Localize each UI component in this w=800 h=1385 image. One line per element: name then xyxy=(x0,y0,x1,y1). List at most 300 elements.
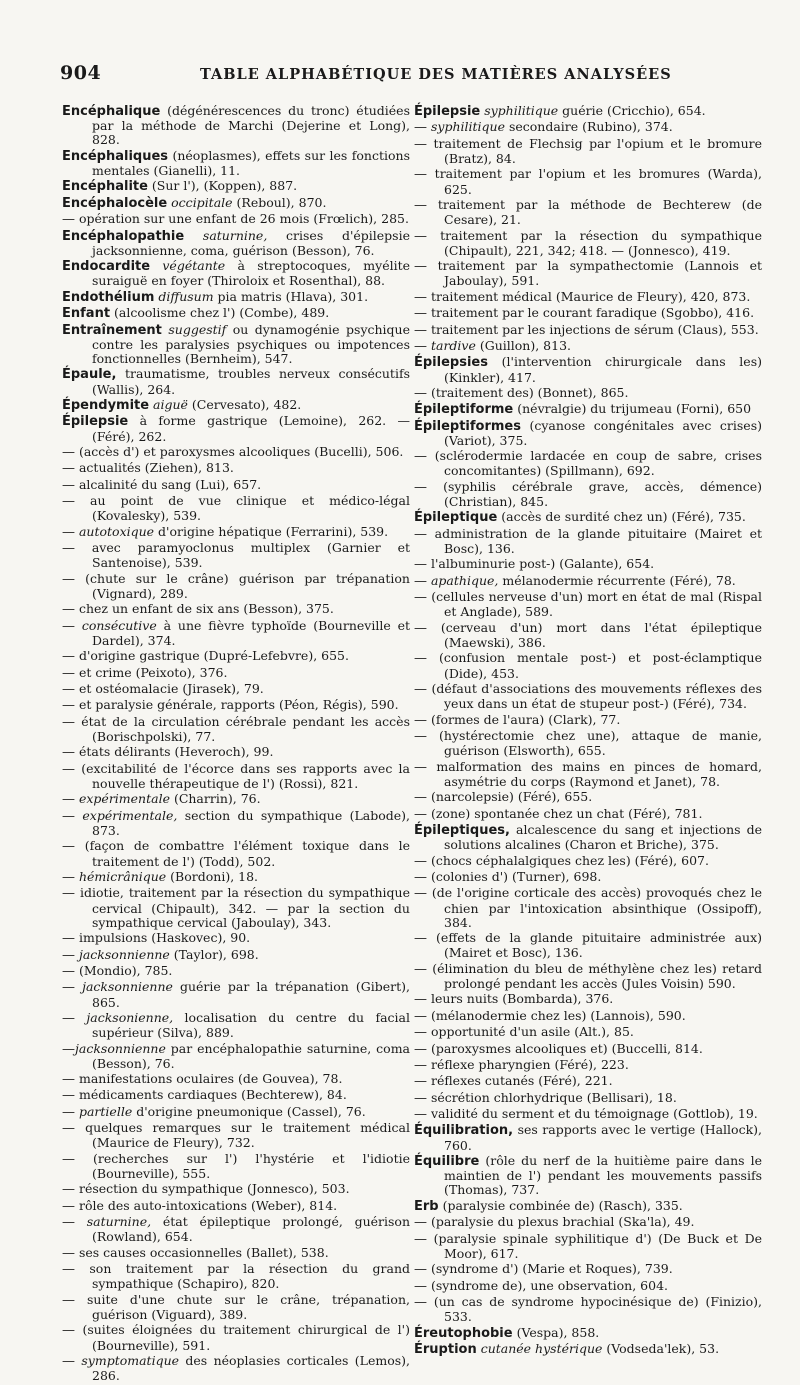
index-entry xyxy=(414,527,762,556)
entry-heading: — xyxy=(414,120,427,136)
index-entry xyxy=(414,1342,762,1357)
entry-text: réflexes cutanés (Féré), 221. xyxy=(427,1073,613,1089)
entry-heading: Endothélium xyxy=(62,289,155,305)
entry-text: leurs nuits (Bombarda), 376. xyxy=(427,991,614,1007)
index-entry xyxy=(414,402,762,417)
index-entry xyxy=(414,1215,762,1230)
entry-qualifier: végétante xyxy=(150,258,226,274)
entry-heading: Erb xyxy=(414,1198,439,1214)
index-entry xyxy=(414,962,762,991)
entry-text: (Guillon), 813. xyxy=(475,337,572,353)
entry-text: à streptocoques, myélite suraiguë en foyer (Thiroloix et Rosenthal), 88. xyxy=(92,258,411,289)
entry-heading: Entraînement xyxy=(62,322,162,338)
entry-heading: Épileptiforme xyxy=(414,402,514,418)
entry-heading: — xyxy=(414,1107,427,1123)
entry-heading: Épileptiques, xyxy=(414,822,510,838)
page-header xyxy=(60,62,760,88)
entry-heading: — xyxy=(62,980,75,996)
entry-qualifier: diffusum xyxy=(154,288,214,304)
index-entry xyxy=(62,1293,410,1322)
index-entry xyxy=(62,1088,410,1103)
entry-text: état de la circulation cérébrale pendant les accès (Borischpolski), 77. xyxy=(75,713,410,744)
index-entry xyxy=(414,557,762,572)
entry-text: états délirants (Heveroch), 99. xyxy=(75,744,274,760)
entry-heading: — xyxy=(414,136,427,152)
entry-text: sécrétion chlorhydrique (Bellisari), 18. xyxy=(427,1089,677,1105)
entry-heading: Épendymite xyxy=(62,397,150,413)
index-entry xyxy=(62,398,410,413)
entry-text: (syndrome de), une observation, 604. xyxy=(427,1277,669,1293)
index-entry xyxy=(62,1215,410,1244)
entry-heading: — xyxy=(414,1278,427,1294)
entry-text: avec paramyoclonus multiplex (Garnier et Santenoise), 539. xyxy=(75,540,410,571)
entry-qualifier: symptomatique xyxy=(75,1353,180,1368)
entry-text: (cyanose congénitales avec crises) (Variot), 375. xyxy=(444,417,762,448)
entry-heading: — xyxy=(62,1010,75,1026)
entry-text: crises d'épilepsie jacksonnienne, coma, guérison (Besson), 76. xyxy=(92,227,410,258)
entry-text: localisation du centre du facial supérieur (Silva), 889. xyxy=(92,1009,410,1041)
entry-text: (suites éloignées du traitement chirurgical de l') (Bourneville), 591. xyxy=(75,1322,410,1353)
entry-heading: Encéphalopathie xyxy=(62,228,185,244)
index-entry xyxy=(62,179,410,194)
index-entry xyxy=(414,419,762,448)
index-entry xyxy=(414,1326,762,1341)
entry-text: (chocs céphalalgiques chez les) (Féré), 607. xyxy=(427,852,709,868)
entry-text: chez un enfant de six ans (Besson), 375. xyxy=(75,601,334,617)
entry-heading: — xyxy=(62,649,75,665)
index-entry xyxy=(414,1123,762,1152)
index-entry xyxy=(62,196,410,211)
entry-heading: — xyxy=(62,792,75,808)
entry-text: d'origine gastrique (Dupré-Lefebvre), 655. xyxy=(75,648,349,664)
entry-heading: — xyxy=(62,947,75,963)
entry-qualifier: expérimentale xyxy=(75,791,170,807)
entry-heading: — xyxy=(62,1292,75,1308)
entry-text: (syndrome d') (Marie et Roques), 739. xyxy=(427,1261,673,1277)
entry-heading: — xyxy=(62,808,75,824)
entry-heading: — xyxy=(62,1088,75,1104)
entry-text: manifestations oculaires (de Gouvea), 78. xyxy=(75,1071,343,1087)
entry-heading: — xyxy=(62,682,75,698)
index-entry xyxy=(414,137,762,166)
index-entry xyxy=(62,666,410,681)
entry-text: guérie par la trépanation (Gibert), 865. xyxy=(92,979,410,1010)
entry-text: (néoplasmes), effets sur les fonctions mentales (Gianelli), 11. xyxy=(92,147,410,178)
entry-heading: — xyxy=(62,1262,75,1278)
entry-heading: — xyxy=(414,1074,427,1090)
index-entry xyxy=(62,478,410,493)
entry-text: (narcolepsie) (Féré), 655. xyxy=(427,789,593,805)
entry-heading: Encéphalite xyxy=(62,179,148,195)
index-entry xyxy=(62,980,410,1009)
entry-text: (Taylor), 698. xyxy=(169,946,259,962)
entry-text: (façon de combattre l'élément toxique dans le traitement de l') (Todd), 502. xyxy=(75,838,410,869)
index-entry xyxy=(414,120,762,135)
entry-text: actualités (Ziehen), 813. xyxy=(75,460,234,476)
index-entry xyxy=(62,682,410,697)
entry-heading: — xyxy=(414,1025,427,1041)
index-entry xyxy=(414,651,762,680)
entry-text: et crime (Peixoto), 376. xyxy=(75,664,228,680)
index-entry xyxy=(414,621,762,650)
entry-heading: — xyxy=(62,494,75,510)
entry-text: traitement par la résection du sympathique (Chipault), 221, 342; 418. — (Jonnesco), 419. xyxy=(427,227,762,258)
index-column-left xyxy=(62,104,410,1385)
entry-heading: — xyxy=(414,1041,427,1057)
entry-heading: — xyxy=(62,1072,75,1088)
index-entry xyxy=(62,1354,410,1383)
entry-heading: Épileptique xyxy=(414,510,498,526)
entry-qualifier: jacksonnienne xyxy=(75,1040,166,1056)
entry-heading: — xyxy=(62,665,75,681)
index-entry xyxy=(62,541,410,570)
entry-text: (Cervesato), 482. xyxy=(187,396,302,412)
entry-text: suite d'une chute sur le crâne, trépanation, guérison (Viguard), 389. xyxy=(75,1291,410,1323)
entry-text: (mélanodermie chez les) (Lannois), 590. xyxy=(427,1007,686,1023)
entry-heading: — xyxy=(414,961,427,977)
index-entry xyxy=(62,1182,410,1197)
entry-qualifier: syphilitique xyxy=(480,103,559,118)
index-entry xyxy=(414,1262,762,1277)
entry-heading: — xyxy=(62,461,75,477)
entry-text: rôle des auto-intoxications (Weber), 814. xyxy=(75,1197,338,1213)
entry-heading: — xyxy=(414,306,427,322)
entry-heading: Encéphaliques xyxy=(62,148,169,164)
entry-text: validité du serment et du témoignage (Gottlob), 19. xyxy=(427,1106,758,1122)
entry-heading: — xyxy=(62,602,75,618)
index-entry xyxy=(62,323,410,367)
entry-heading: — xyxy=(414,1090,427,1106)
entry-qualifier: partielle xyxy=(75,1103,133,1119)
index-entry xyxy=(414,339,762,354)
index-entry xyxy=(62,290,410,305)
index-entry xyxy=(62,212,410,227)
entry-text: (alcoolisme chez l') (Combe), 489. xyxy=(110,305,330,321)
entry-heading: — xyxy=(62,444,75,460)
index-entry xyxy=(62,259,410,288)
entry-text: (paralysie du plexus brachial (Ska'la), 49. xyxy=(427,1214,695,1230)
entry-text: l'albuminurie post-) (Galante), 654. xyxy=(427,556,655,572)
entry-heading: — xyxy=(414,931,427,947)
entry-heading: — xyxy=(62,1323,75,1339)
entry-heading: — xyxy=(62,963,75,979)
entry-text: (sclérodermie lardacée en coup de sabre, crises concomitantes) (Spillmann), 692. xyxy=(427,448,762,479)
entry-heading: — xyxy=(62,477,75,493)
entry-text: traitement médical (Maurice de Fleury), 420, 873. xyxy=(427,288,751,304)
index-entry xyxy=(62,229,410,258)
entry-heading: Épilepsie xyxy=(414,104,481,119)
entry-text: au point de vue clinique et médico-légal (Kovalesky), 539. xyxy=(75,493,410,524)
entry-heading: — xyxy=(414,759,427,775)
entry-text: résection du sympathique (Jonnesco), 503. xyxy=(75,1181,350,1197)
entry-heading: Épilepsie xyxy=(62,414,129,430)
entry-heading: — xyxy=(62,886,75,902)
index-entry xyxy=(414,1074,762,1089)
index-entry xyxy=(62,1246,410,1261)
index-entry xyxy=(414,1199,762,1214)
entry-text: (rôle du nerf de la huitième paire dans le maintien de l') pendant les mouvements passifs (Thomas), 737. xyxy=(444,1153,762,1198)
index-entry xyxy=(414,1042,762,1057)
entry-heading: — xyxy=(414,228,427,244)
entry-text: (Sur l'), (Koppen), 887. xyxy=(147,178,298,194)
entry-heading: — xyxy=(414,790,427,806)
entry-qualifier: jacksonnienne xyxy=(75,979,173,995)
index-entry xyxy=(62,649,410,664)
entry-heading: — xyxy=(414,557,427,573)
entry-text: (cerveau d'un) mort dans l'état épileptique (Maewski), 386. xyxy=(427,619,762,651)
entry-text: (colonies d') (Turner), 698. xyxy=(427,868,602,884)
entry-heading: — xyxy=(414,992,427,1008)
entry-heading: Épilepsies xyxy=(414,355,488,371)
entry-heading: — xyxy=(62,761,75,777)
index-entry xyxy=(414,355,762,384)
entry-text: (cellules nerveuse d'un) mort en état de mal (Rispal et Anglade), 589. xyxy=(427,589,762,620)
index-entry xyxy=(62,964,410,979)
entry-qualifier: jacksonienne, xyxy=(75,1009,174,1025)
index-entry xyxy=(414,886,762,930)
index-entry xyxy=(62,1199,410,1214)
entry-text: malformation des mains en pinces de homard, asymétrie du corps (Raymond et Janet), 78. xyxy=(427,758,762,789)
entry-text: (formes de l'aura) (Clark), 77. xyxy=(427,711,621,727)
entry-text: traumatisme, troubles nerveux consécutifs (Wallis), 264. xyxy=(92,366,410,397)
entry-text: opération sur une enfant de 26 mois (Frœlich), 285. xyxy=(75,211,409,227)
entry-text: et ostéomalacie (Jirasek), 79. xyxy=(75,681,264,697)
entry-text: pia matris (Hlava), 301. xyxy=(213,288,369,304)
entry-qualifier: occipitale xyxy=(167,194,233,210)
index-entry xyxy=(62,1011,410,1040)
entry-text: alcalescence du sang et injections de solutions alcalines (Charon et Briche), 375. xyxy=(444,821,762,853)
index-entry xyxy=(414,1091,762,1106)
entry-heading: — xyxy=(414,1057,427,1073)
entry-heading: — xyxy=(414,338,427,354)
entry-heading: — xyxy=(414,1231,427,1247)
index-entry xyxy=(414,931,762,960)
entry-text: (chute sur le crâne) guérison par trépanation (Vignard), 289. xyxy=(75,570,410,601)
entry-text: (confusion mentale post-) et post-éclamptique (Dide), 453. xyxy=(427,650,762,681)
entry-text: (recherches sur l') l'hystérie et l'idiotie (Bourneville), 555. xyxy=(75,1150,410,1182)
index-entry xyxy=(414,854,762,869)
entry-heading: — xyxy=(62,714,75,730)
index-entry xyxy=(414,449,762,478)
entry-heading: Éreutophobie xyxy=(414,1325,513,1341)
index-entry xyxy=(62,602,410,617)
entry-text: mélanodermie récurrente (Féré), 78. xyxy=(498,572,736,588)
entry-qualifier: cutanée hystérique xyxy=(476,1340,603,1356)
entry-heading: — xyxy=(414,167,427,183)
entry-heading: — xyxy=(62,524,75,540)
index-entry xyxy=(414,1232,762,1261)
running-title: TABLE ALPHABÉTIQUE DES MATIÈRES ANALYSÉES xyxy=(200,66,672,83)
entry-text: secondaire (Rubino), 374. xyxy=(504,119,673,135)
entry-text: (paralysie spinale syphilitique d') (De Buck et De Moor), 617. xyxy=(427,1230,762,1261)
entry-heading: — xyxy=(414,259,427,275)
index-entry xyxy=(62,809,410,838)
entry-text: traitement de Flechsig par l'opium et le bromure (Bratz), 84. xyxy=(427,135,762,166)
entry-text: et paralysie générale, rapports (Péon, Régis), 590. xyxy=(75,697,399,713)
entry-text: (dégénérescences du tronc) étudiées par la méthode de Marchi (Dejerine et Long), 828. xyxy=(92,103,410,148)
entry-text: quelques remarques sur le traitement médical (Maurice de Fleury), 732. xyxy=(75,1120,410,1151)
entry-text: (Vodseda'lek), 53. xyxy=(602,1340,720,1356)
page-number: 904 xyxy=(60,62,102,84)
entry-text: (Vespa), 858. xyxy=(512,1324,600,1340)
entry-heading: Encéphalocèle xyxy=(62,195,168,211)
entry-heading: — xyxy=(62,1041,75,1057)
entry-text: opportunité d'un asile (Alt.), 85. xyxy=(427,1024,634,1040)
index-entry xyxy=(414,229,762,258)
entry-text: administration de la glande pituitaire (Mairet et Bosc), 136. xyxy=(427,525,762,557)
entry-text: d'origine pneumonique (Cassel), 76. xyxy=(132,1103,366,1119)
entry-text: (effets de la glande pituitaire administrée aux) (Mairet et Bosc), 136. xyxy=(427,930,762,961)
entry-text: (névralgie) du trijumeau (Forni), 650 xyxy=(513,401,752,417)
index-entry xyxy=(414,1009,762,1024)
index-entry xyxy=(62,1323,410,1352)
entry-heading: — xyxy=(414,573,427,589)
index-entry xyxy=(414,760,762,789)
index-entry xyxy=(62,525,410,540)
index-entry xyxy=(414,1295,762,1324)
entry-text: (excitabilité de l'écorce dans ses rapports avec la nouvelle thérapeutique de l') (Rossi), 821. xyxy=(75,760,410,791)
entry-heading: — xyxy=(62,1245,75,1261)
entry-heading: — xyxy=(414,651,427,667)
entry-text: alcalinité du sang (Lui), 657. xyxy=(75,476,262,492)
entry-text: état épileptique prolongé, guérison (Rowland), 654. xyxy=(92,1214,411,1245)
entry-qualifier: saturnine, xyxy=(184,227,268,243)
index-entry xyxy=(62,149,410,178)
index-entry xyxy=(62,461,410,476)
entry-heading: Épaule, xyxy=(62,367,117,383)
index-entry xyxy=(414,807,762,822)
entry-text: guérie (Cricchio), 654. xyxy=(558,103,706,118)
entry-heading: Équilibration, xyxy=(414,1123,514,1139)
index-entry xyxy=(62,367,410,396)
index-entry xyxy=(414,590,762,619)
entry-text: (syphilis cérébrale grave, accès, démence) (Christian), 845. xyxy=(427,478,762,510)
index-entry xyxy=(414,682,762,711)
index-entry xyxy=(414,1025,762,1040)
entry-text: à forme gastrique (Lemoine), 262. — (Féré), 262. xyxy=(92,413,410,444)
entry-heading: — xyxy=(414,869,427,885)
entry-text: (de l'origine corticale des accès) provoqués chez le chien par l'intoxication absinthique (Ossipoff), 384. xyxy=(427,885,762,930)
entry-heading: — xyxy=(414,1295,427,1310)
entry-text: d'origine hépatique (Ferrarini), 539. xyxy=(154,523,389,539)
entry-text: (hystérectomie chez une), attaque de manie, guérison (Elsworth), 655. xyxy=(427,728,762,759)
entry-qualifier: suggestif xyxy=(161,321,227,337)
entry-qualifier: apathique, xyxy=(427,572,499,588)
entry-heading: — xyxy=(62,1121,75,1137)
entry-text: (Bordoni), 18. xyxy=(166,868,259,884)
entry-heading: — xyxy=(414,682,427,698)
entry-heading: Encéphalique xyxy=(62,104,161,119)
index-entry xyxy=(62,1072,410,1087)
entry-text: par encéphalopathie saturnine, coma (Besson), 76. xyxy=(92,1040,410,1071)
entry-qualifier: jacksonnienne xyxy=(75,946,170,962)
entry-text: ou dynamogénie psychique contre les paralysies psychiques ou impotences fonctionnelles (Bernheim), 547. xyxy=(92,321,411,366)
index-entry xyxy=(62,745,410,760)
index-entry xyxy=(414,104,762,119)
index-entry xyxy=(62,414,410,443)
index-entry xyxy=(62,494,410,523)
index-entry xyxy=(62,104,410,148)
index-entry xyxy=(62,1042,410,1071)
index-entry xyxy=(62,572,410,601)
index-entry xyxy=(62,886,410,930)
entry-qualifier: tardive xyxy=(427,337,476,353)
index-entry xyxy=(414,290,762,305)
entry-heading: — xyxy=(62,839,75,855)
entry-text: (Charrin), 76. xyxy=(169,791,261,807)
entry-heading: — xyxy=(414,590,427,606)
entry-heading: — xyxy=(414,289,427,305)
entry-text: (élimination du bleu de méthylène chez les) retard prolongé pendant les accès (Jules Voisin) 590. xyxy=(427,960,762,991)
entry-text: médicaments cardiaques (Bechterew), 84. xyxy=(75,1087,347,1103)
entry-heading: Enfant xyxy=(62,306,111,322)
index-entry xyxy=(414,386,762,401)
index-entry xyxy=(414,510,762,525)
index-entry xyxy=(414,1279,762,1294)
entry-text: son traitement par la résection du grand sympathique (Schapiro), 820. xyxy=(75,1261,410,1292)
entry-text: section du sympathique (Labode), 873. xyxy=(92,807,410,838)
entry-heading: — xyxy=(62,212,75,228)
entry-heading: — xyxy=(414,729,427,744)
index-entry xyxy=(62,870,410,885)
index-entry xyxy=(62,948,410,963)
index-entry xyxy=(62,306,410,321)
entry-heading: — xyxy=(414,806,427,822)
entry-text: (zone) spontanée chez un chat (Féré), 781. xyxy=(427,805,703,821)
entry-text: traitement par l'opium et les bromures (Warda), 625. xyxy=(427,166,762,197)
entry-qualifier: consécutive xyxy=(75,617,157,633)
index-entry xyxy=(62,445,410,460)
entry-heading: — xyxy=(62,1182,75,1198)
entry-text: (accès de surdité chez un) (Féré), 735. xyxy=(497,509,746,525)
index-entry xyxy=(414,713,762,728)
index-entry xyxy=(414,259,762,288)
entry-heading: — xyxy=(414,620,427,636)
entry-qualifier: expérimentale, xyxy=(75,807,178,823)
entry-heading: — xyxy=(414,479,427,495)
entry-heading: — xyxy=(414,886,427,902)
entry-heading: — xyxy=(414,385,427,401)
index-entry xyxy=(62,1262,410,1291)
index-entry xyxy=(62,792,410,807)
entry-heading: — xyxy=(62,541,75,557)
index-entry xyxy=(414,729,762,758)
entry-heading: — xyxy=(62,1354,75,1369)
index-column-right xyxy=(414,104,762,1358)
entry-heading: — xyxy=(414,322,427,338)
entry-qualifier: hémicrânique xyxy=(75,868,167,884)
entry-text: (défaut d'associations des mouvements réflexes des yeux dans un état de stupeur post-) (Féré), 734. xyxy=(427,681,762,712)
index-entry xyxy=(62,619,410,648)
index-entry xyxy=(62,1152,410,1181)
entry-heading: — xyxy=(414,449,427,465)
index-entry xyxy=(62,1121,410,1150)
entry-heading: — xyxy=(414,197,427,213)
index-entry xyxy=(414,992,762,1007)
entry-text: idiotie, traitement par la résection du sympathique cervical (Chipault), 342. — par la section du sympathique cervical (Jaboulay), 343. xyxy=(75,885,410,930)
entry-text: (Reboul), 870. xyxy=(232,194,327,210)
index-entry xyxy=(414,1154,762,1198)
index-entry xyxy=(414,574,762,589)
entry-text: (Mondio), 785. xyxy=(75,962,173,978)
entry-heading: — xyxy=(414,526,427,542)
entry-heading: — xyxy=(62,571,75,587)
entry-heading: — xyxy=(414,1215,427,1231)
index-entry xyxy=(414,1107,762,1122)
entry-text: traitement par le courant faradique (Sgobbo), 416. xyxy=(427,305,755,321)
index-entry xyxy=(414,306,762,321)
entry-qualifier: saturnine, xyxy=(75,1214,152,1230)
